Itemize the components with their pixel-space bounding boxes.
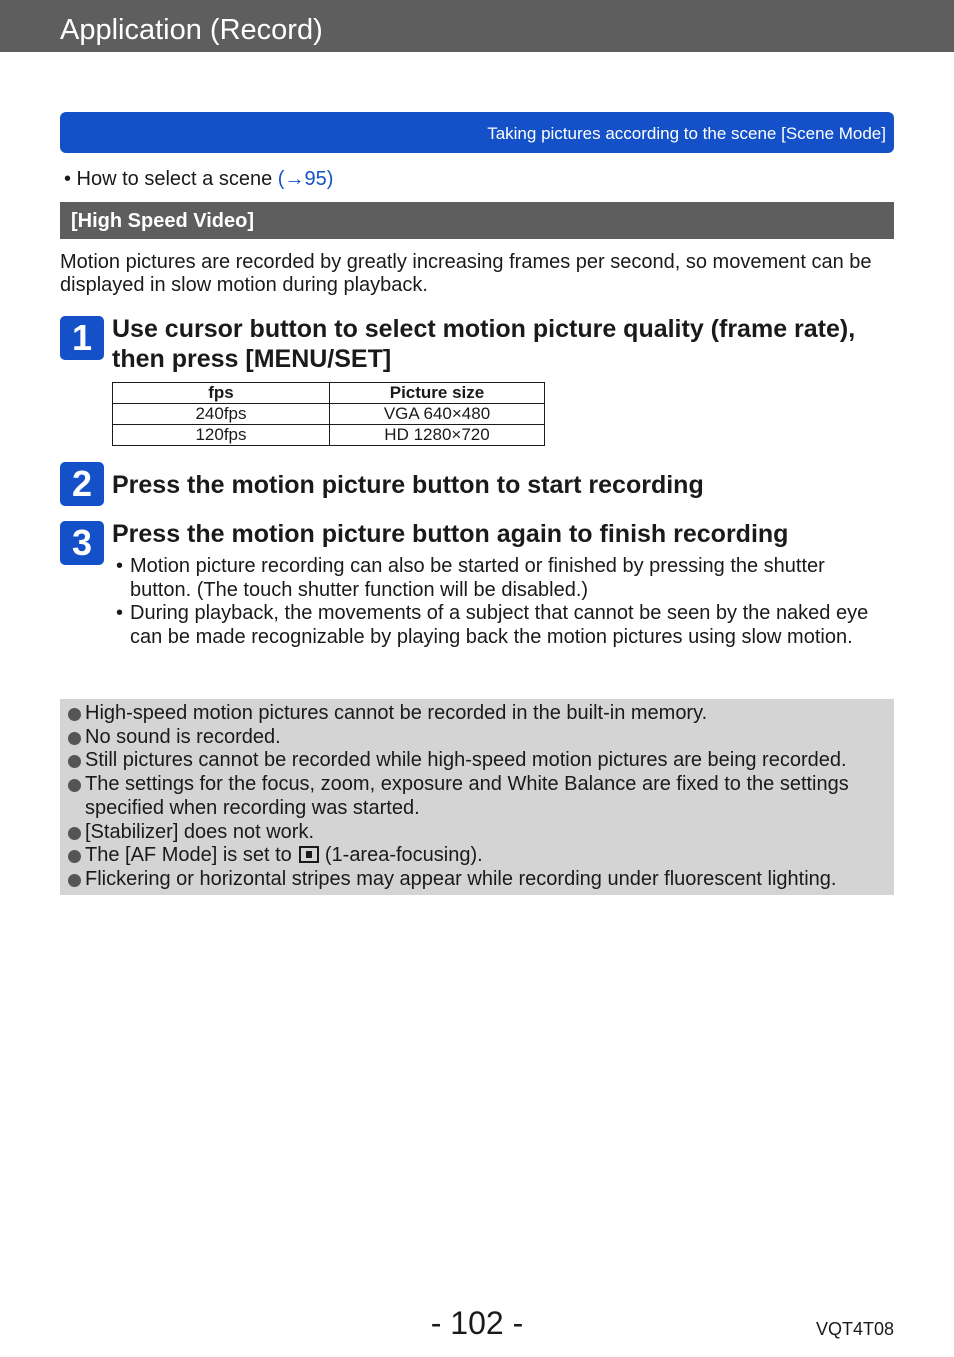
table-header-row bbox=[113, 383, 545, 404]
table-cell: VGA 640×480 bbox=[330, 404, 545, 425]
header-bar bbox=[0, 0, 954, 52]
bullet-dot-icon bbox=[68, 779, 81, 792]
table-header-picture-size: Picture size bbox=[330, 383, 545, 404]
note-item bbox=[68, 749, 890, 773]
note-item bbox=[68, 702, 890, 726]
note-text: High-speed motion pictures cannot be recorded in the built-in memory. bbox=[85, 702, 708, 724]
page-number: - 102 - bbox=[430, 1305, 524, 1341]
note-text: The [AF Mode] is set to bbox=[85, 844, 298, 867]
step-3-badge: 3 bbox=[60, 521, 104, 565]
step-1-badge: 1 bbox=[60, 316, 104, 360]
section-banner bbox=[60, 112, 894, 153]
note-text: No sound is recorded. bbox=[85, 725, 281, 748]
how-to-select-scene bbox=[64, 167, 333, 191]
note-text: The settings for the focus, zoom, exposure and White Balance are fixed to the settings specified when recording was started. bbox=[85, 773, 849, 819]
bullet-dot-icon bbox=[68, 708, 81, 721]
table-cell: 240fps bbox=[113, 404, 330, 425]
how-to-text: • How to select a scene bbox=[64, 168, 278, 190]
step-2-title: Press the motion picture button to start recording bbox=[112, 471, 704, 499]
table-row bbox=[113, 404, 545, 425]
bullet-dot-icon bbox=[68, 874, 81, 887]
frame-rate-table bbox=[112, 382, 545, 446]
section-heading-label: [High Speed Video] bbox=[71, 210, 254, 232]
step-2-badge: 2 bbox=[60, 462, 104, 506]
table-cell: HD 1280×720 bbox=[330, 425, 545, 446]
section-heading bbox=[60, 202, 894, 239]
list-item: • Motion picture recording can also be started or finished by pressing the shutter button. (The touch shutter function will be disabled.) bbox=[116, 555, 886, 602]
list-item: • During playback, the movements of a subject that cannot be seen by the naked eye can be made recognizable by playing back the motion pictures using slow motion. bbox=[116, 602, 886, 649]
note-item bbox=[68, 773, 890, 820]
step-1-title: Use cursor button to select motion picture quality (frame rate), then press [MENU/SET] bbox=[112, 315, 856, 373]
note-text: Still pictures cannot be recorded while high-speed motion pictures are being recorded. bbox=[85, 749, 847, 772]
note-text: [Stabilizer] does not work. bbox=[85, 820, 314, 843]
page-reference-link[interactable]: (→95) bbox=[277, 168, 334, 190]
table-header-fps: fps bbox=[113, 383, 330, 404]
step-3-title: Press the motion picture button again to finish recording bbox=[112, 520, 789, 548]
note-text: Flickering or horizontal stripes may appear while recording under fluorescent lighting. bbox=[85, 867, 837, 890]
table-cell: 120fps bbox=[113, 425, 330, 446]
bullet-dot-icon bbox=[68, 827, 81, 840]
1-area-af-icon bbox=[299, 846, 319, 863]
section-banner-label: Taking pictures according to the scene [Scene Mode] bbox=[487, 124, 886, 143]
bullet-dot-icon bbox=[68, 755, 81, 768]
header-title: Application (Record) bbox=[60, 14, 323, 46]
note-item bbox=[68, 821, 890, 845]
intro-paragraph: Motion pictures are recorded by greatly increasing frames per second, so movement can be displayed in slow motion during playback. bbox=[60, 251, 872, 296]
table-row bbox=[113, 425, 545, 446]
note-item bbox=[68, 726, 890, 750]
bullet-dot-icon bbox=[68, 732, 81, 745]
note-item bbox=[68, 844, 890, 868]
note-item bbox=[68, 868, 890, 892]
step-3-bullets bbox=[116, 555, 886, 649]
bullet-dot-icon bbox=[68, 850, 81, 863]
note-text: (1-area-focusing). bbox=[319, 844, 483, 867]
notes-box bbox=[60, 699, 894, 895]
model-code: VQT4T08 bbox=[815, 1319, 894, 1339]
